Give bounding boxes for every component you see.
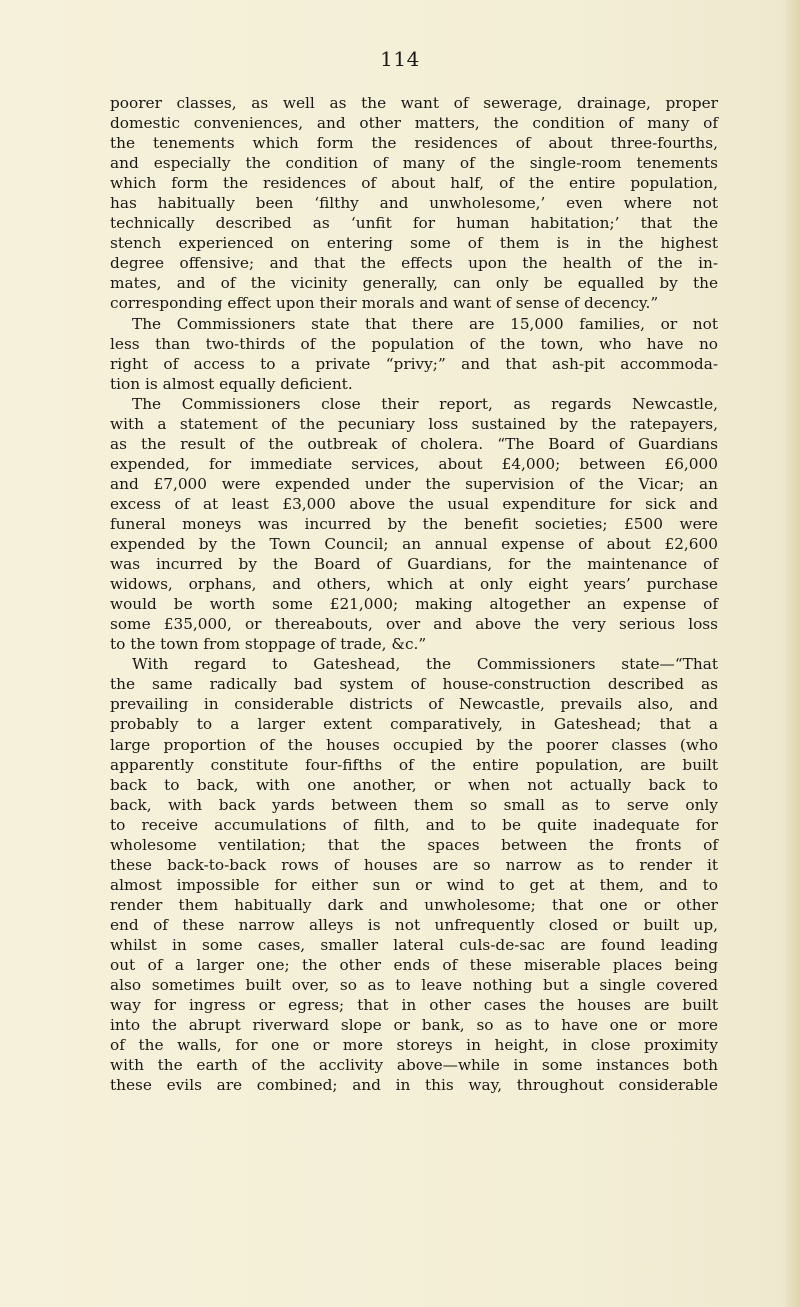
page-edge: [786, 0, 800, 1307]
text-line: out of a larger one; the other ends of these miserable places being: [110, 956, 718, 975]
text-line: poorer classes, as well as the want of sewerage, drainage, proper: [110, 94, 718, 112]
text-line: into the abrupt riverward slope or bank, so as to have one or more: [110, 1016, 718, 1035]
text-line: as the result of the outbreak of cholera. “The Board of Guardians: [110, 434, 718, 453]
text-line: technically described as ‘unfit for human habitation;’ that the: [110, 214, 718, 233]
text-line: corresponding effect upon their morals and want of sense of decency.”: [110, 294, 659, 313]
text-line: stench experienced on entering some of them is in the highest: [110, 234, 718, 253]
text-line: almost impossible for either sun or wind to get at them, and to: [110, 875, 718, 894]
text-line: also sometimes built over, so as to leave nothing but a single covered: [110, 976, 718, 995]
text-line: was incurred by the Board of Guardians, for the maintenance of: [110, 555, 718, 574]
text-line: expended by the Town Council; an annual expense of about £2,600: [110, 535, 718, 554]
text-line: funeral moneys was incurred by the benefit societies; £500 were: [110, 514, 718, 533]
text-line: and £7,000 were expended under the supervision of the Vicar; an: [110, 474, 718, 493]
text-line: mates, and of the vicinity generally, can only be equalled by the: [110, 274, 718, 293]
text-line: prevailing in considerable districts of Newcastle, prevails also, and: [110, 695, 718, 714]
text-line: the tenements which form the residences of about three-fourths,: [110, 134, 718, 153]
text-line: to the town from stoppage of trade, &c.”: [110, 635, 427, 654]
text-line: With regard to Gateshead, the Commissioners state—“That: [132, 655, 718, 674]
text-line: degree offensive; and that the effects upon the health of the in-: [110, 254, 718, 273]
text-line: probably to a larger extent comparatively, in Gateshead; that a: [110, 715, 718, 734]
text-line: of the walls, for one or more storeys in height, in close proximity: [110, 1036, 718, 1055]
text-line: and especially the condition of many of the single-room tenements: [110, 154, 718, 173]
body-text: [110, 93, 718, 1095]
text-line: apparently constitute four-fifths of the entire population, are built: [110, 755, 718, 774]
text-line: back, with back yards between them so small as to serve only: [110, 795, 718, 814]
text-line: these evils are combined; and in this way, throughout considerable: [110, 1076, 718, 1095]
text-line: way for ingress or egress; that in other cases the houses are built: [110, 996, 718, 1015]
text-line: end of these narrow alleys is not unfrequently closed or built up,: [110, 915, 718, 934]
text-line: large proportion of the houses occupied by the poorer classes (who: [110, 735, 718, 754]
text-line: expended, for immediate services, about £4,000; between £6,000: [110, 454, 718, 473]
text-line: back to back, with one another, or when not actually back to: [110, 775, 718, 794]
text-line: with a statement of the pecuniary loss sustained by the ratepayers,: [110, 414, 718, 433]
text-line: domestic conveniences, and other matters, the condition of many of: [110, 114, 718, 133]
text-line: tion is almost equally deficient.: [110, 374, 353, 393]
text-line: right of access to a private “privy;” and that ash-pit accommoda-: [110, 354, 718, 373]
text-line: would be worth some £21,000; making altogether an expense of: [110, 595, 718, 614]
text-line: excess of at least £3,000 above the usual expenditure for sick and: [110, 494, 718, 513]
text-line: has habitually been ‘filthy and unwholesome,’ even where not: [110, 194, 718, 213]
text-line: wholesome ventilation; that the spaces between the fronts of: [110, 835, 718, 854]
text-line: widows, orphans, and others, which at only eight years’ purchase: [110, 575, 718, 594]
text-line: to receive accumulations of filth, and to be quite inadequate for: [110, 815, 718, 834]
text-line: which form the residences of about half, of the entire population,: [110, 174, 718, 193]
text-line: the same radically bad system of house-construction described as: [110, 675, 718, 694]
text-line: some £35,000, or thereabouts, over and above the very serious loss: [110, 615, 718, 634]
text-line: whilst in some cases, smaller lateral culs-de-sac are found leading: [110, 935, 718, 954]
page-number: 114: [380, 47, 420, 71]
text-line: render them habitually dark and unwholesome; that one or other: [110, 895, 718, 914]
text-line: these back-to-back rows of houses are so narrow as to render it: [110, 855, 718, 874]
text-line: The Commissioners state that there are 15,000 families, or not: [132, 314, 718, 333]
text-line: The Commissioners close their report, as regards Newcastle,: [132, 394, 718, 413]
text-line: with the earth of the acclivity above—while in some instances both: [110, 1056, 718, 1075]
text-line: less than two-thirds of the population of the town, who have no: [110, 334, 718, 353]
